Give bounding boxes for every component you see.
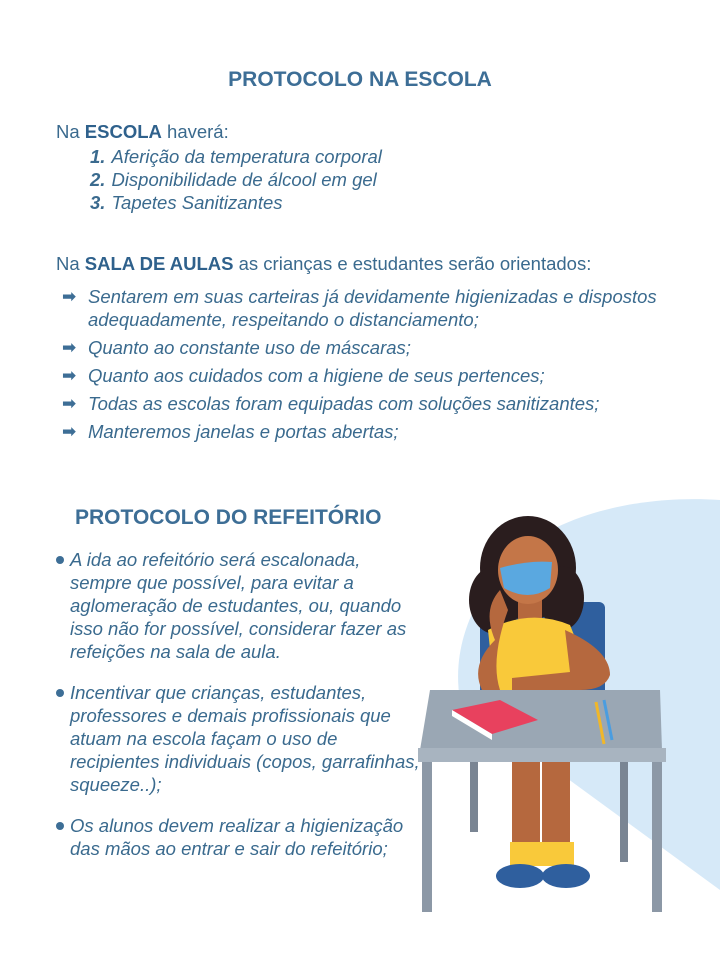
escola-list <box>90 145 382 214</box>
list-item: 3. Tapetes Sanitizantes <box>90 192 283 213</box>
list-item: Incentivar que crianças, estudantes, professores e demais profissionais que atuam na escola façam o uso de recipientes individuais (copos, garrafinhas, squeeze..); <box>56 681 426 796</box>
escola-intro: Na ESCOLA haverá: <box>56 121 229 142</box>
arrow-right-icon: ➡ <box>62 338 77 357</box>
sala-intro-bold: SALA DE AULAS <box>84 253 234 274</box>
arrow-right-icon: ➡ <box>62 287 77 306</box>
list-item: ➡ Sentarem em suas carteiras já devidamente higienizadas e dispostos adequadamente, respeitando o distanciamento; <box>62 286 657 330</box>
list-item: A ida ao refeitório será escalonada, sempre que possível, para evitar a aglomeração de estudantes, ou, quando isso não for possível, considerar fazer as refeições na sala de aula. <box>56 548 426 663</box>
list-item: ➡ Todas as escolas foram equipadas com soluções sanitizantes; <box>62 393 600 414</box>
refeitorio-title: PROTOCOLO DO REFEITÓRIO <box>75 506 382 529</box>
arrow-right-icon: ➡ <box>62 394 77 413</box>
arrow-right-icon: ➡ <box>62 366 77 385</box>
sala-intro: Na SALA DE AULAS as crianças e estudantes serão orientados: <box>56 253 592 274</box>
list-item: 2. Disponibilidade de álcool em gel <box>90 169 377 190</box>
sala-list <box>62 285 712 448</box>
arrow-right-icon: ➡ <box>62 422 77 441</box>
escola-title: PROTOCOLO NA ESCOLA <box>228 68 492 91</box>
bullet-icon <box>56 822 64 830</box>
list-item: ➡ Quanto aos cuidados com a higiene de seus pertences; <box>62 365 545 386</box>
bullet-icon <box>56 556 64 564</box>
student-illustration <box>400 490 720 930</box>
list-item: Os alunos devem realizar a higienização das mãos ao entrar e sair do refeitório; <box>56 814 426 860</box>
list-item: 1. Aferição da temperatura corporal <box>90 146 382 167</box>
bullet-icon <box>56 689 64 697</box>
list-item: ➡ Manteremos janelas e portas abertas; <box>62 421 399 442</box>
refeitorio-list <box>56 548 426 878</box>
escola-intro-bold: ESCOLA <box>84 121 162 142</box>
mask-icon <box>500 562 552 595</box>
list-item: ➡ Quanto ao constante uso de máscaras; <box>62 337 411 358</box>
